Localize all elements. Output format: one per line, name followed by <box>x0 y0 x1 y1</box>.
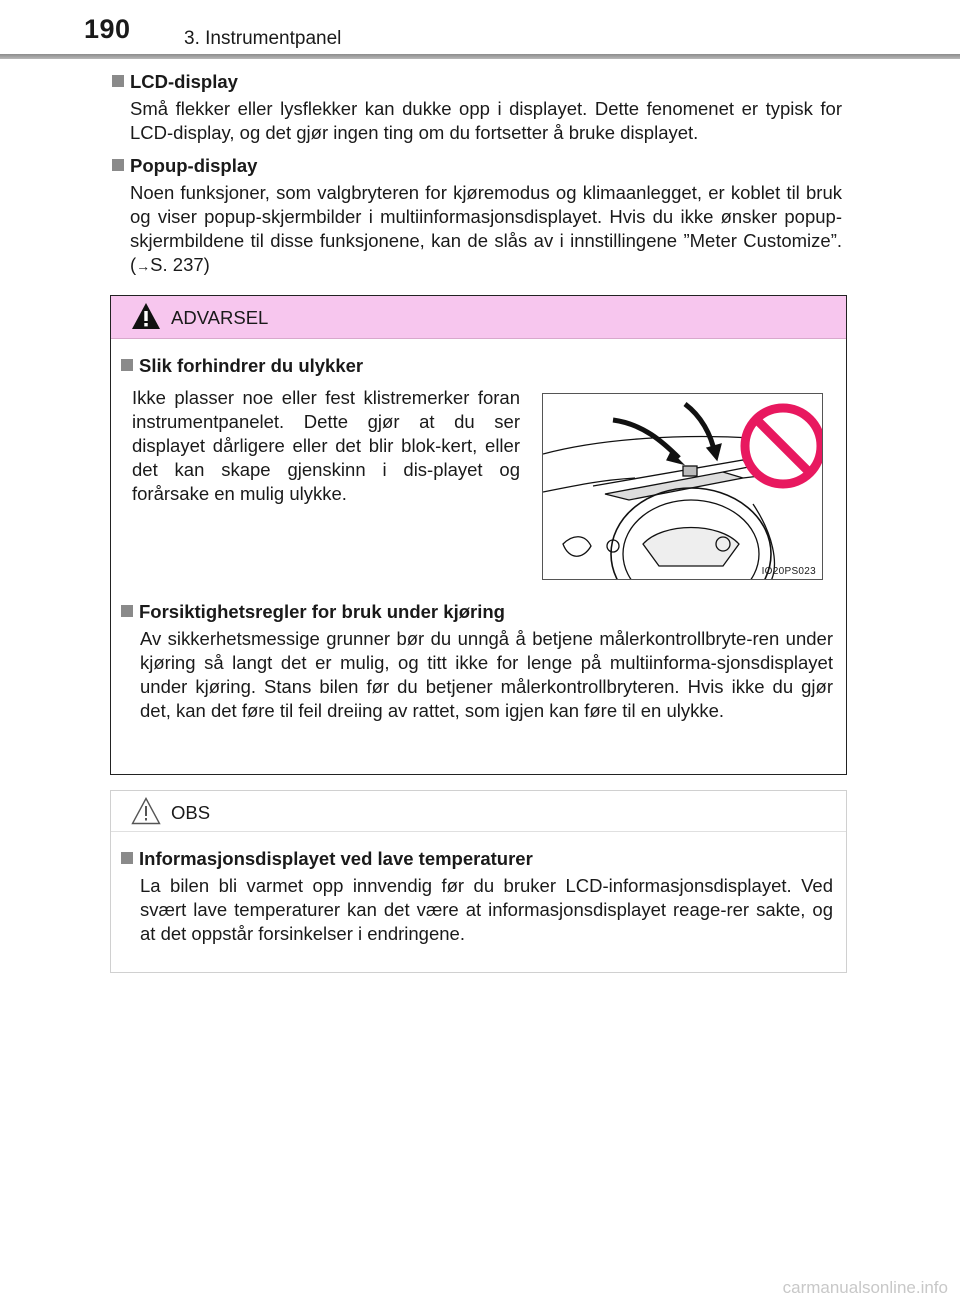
notice-title: OBS <box>171 802 211 823</box>
warning-box <box>110 295 847 775</box>
section-heading: Popup-display <box>130 155 258 176</box>
section-heading: LCD-display <box>130 71 238 92</box>
dashboard-drawing <box>543 394 823 580</box>
section-body: Små flekker eller lysflekker kan dukke opp i displayet. Dette fenomenet er typisk for LCD-display, og det gjør ingen ting om du fortsetter å bruke displayet. <box>130 98 842 143</box>
warning-triangle-icon <box>131 302 161 330</box>
reference-arrow-icon: → <box>136 258 151 274</box>
notice-box <box>110 790 847 973</box>
section-lcd-display <box>112 70 842 145</box>
square-bullet-icon <box>121 852 133 864</box>
watermark: carmanualsonline.info <box>782 1278 948 1297</box>
square-bullet-icon <box>112 159 124 171</box>
warning-item-heading: Forsiktighetsregler for bruk under kjøring <box>139 601 505 622</box>
notice-header <box>111 791 846 832</box>
page-reference-link[interactable]: S. 237) <box>150 254 210 275</box>
notice-item-body: La bilen bli varmet opp innvendig før du bruker LCD-informasjonsdisplayet. Ved svært lave temperaturer kan det være at informasjonsdisplayet reage-rer sakte, og at det oppstår forsinkelser i endringene. <box>140 875 833 944</box>
chapter-title: 3. Instrumentpanel <box>184 28 342 49</box>
section-body: Noen funksjoner, som valgbryteren for kjøremodus og klimaanlegget, er koblet til bruk og viser popup-skjermbilder i multiinformasjonsdisplayet. Hvis du ikke ønsker popup-skjermbildene til disse funksjonene, kan de slås av i innstillingene ”Meter Customize”. ( <box>130 182 842 275</box>
warning-item-body: Ikke plasser noe eller fest klistremerker foran instrumentpanelet. Dette gjør at du ser displayet dårligere eller det blir blok-kert, eller det kan skape gjenskinn i dis-playet og forårsake en mulig ulykke. <box>132 387 520 504</box>
dashboard-illustration <box>542 393 823 580</box>
caution-outline-icon <box>131 797 161 825</box>
square-bullet-icon <box>112 75 124 87</box>
warning-title: ADVARSEL <box>171 307 269 328</box>
page-number: 190 <box>84 14 131 44</box>
warning-item-body: Av sikkerhetsmessige grunner bør du unngå å betjene målerkontrollbryte-ren under kjøring så langt det er mulig, og titt ikke for lenge på multiinforma-sjonsdisplayet under kjøring. Stans bilen før du betjener målerkontrollbryteren. Hvis ikke du gjør det, kan det føre til feil dreiing av rattet, som igjen kan føre til en ulykke. <box>140 628 833 721</box>
notice-item-heading: Informasjonsdisplayet ved lave temperaturer <box>139 848 533 869</box>
notice-item <box>121 847 833 946</box>
figure-code: IO20PS023 <box>761 566 816 577</box>
square-bullet-icon <box>121 605 133 617</box>
warning-header <box>111 296 846 339</box>
section-popup-display <box>112 154 842 278</box>
warning-item-2 <box>121 600 833 723</box>
header-rule <box>0 54 960 59</box>
square-bullet-icon <box>121 359 133 371</box>
warning-item-heading: Slik forhindrer du ulykker <box>121 354 833 378</box>
